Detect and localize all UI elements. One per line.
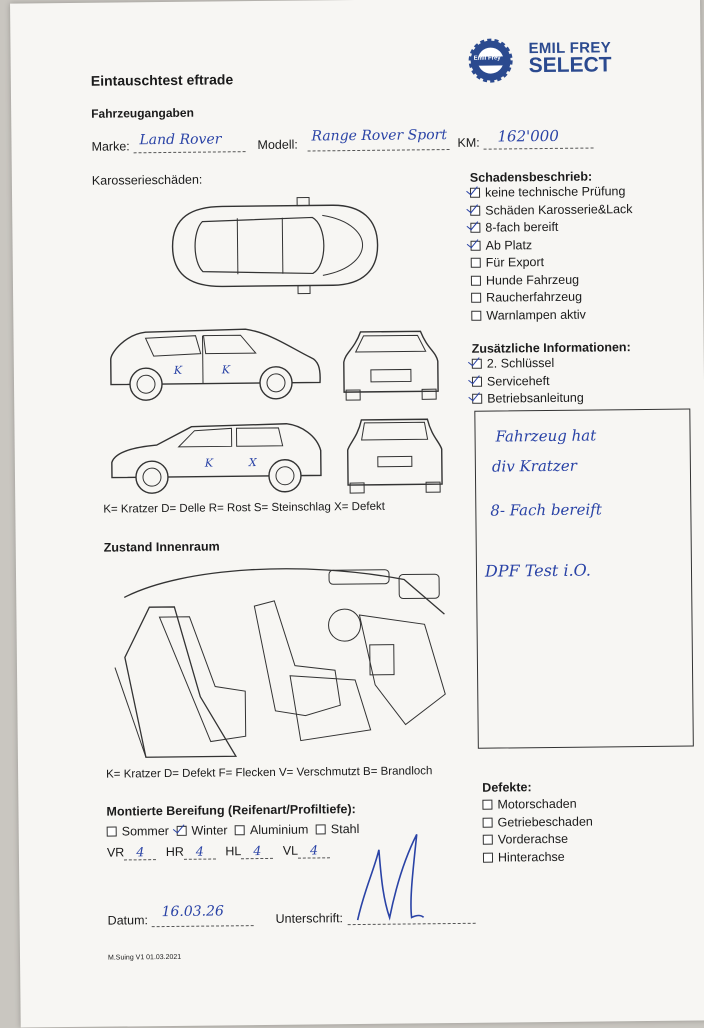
tire-type-option[interactable]: Sommer bbox=[107, 824, 169, 839]
list-item[interactable]: Vorderachse bbox=[483, 831, 593, 850]
date-value: 16.03.26 bbox=[161, 903, 224, 921]
checkbox-icon[interactable] bbox=[471, 258, 481, 268]
interior-legend: K= Kratzer D= Defekt F= Flecken V= Verschmutzt B= Brandloch bbox=[106, 765, 433, 781]
checkbox-icon[interactable] bbox=[483, 817, 493, 827]
logo-brand: EMIL FREY bbox=[528, 39, 612, 58]
car-side-right-diagram bbox=[106, 415, 327, 497]
car-interior-diagram bbox=[104, 554, 454, 763]
note-line-3: 8- Fach bereift bbox=[490, 500, 602, 520]
note-line-1: Fahrzeug hat bbox=[495, 426, 597, 446]
car-rear-view-diagram bbox=[339, 414, 450, 495]
checkbox-icon[interactable] bbox=[483, 835, 493, 845]
marke-value: Land Rover bbox=[139, 131, 222, 149]
damage-mark-k2: K bbox=[221, 363, 231, 377]
page-title: Eintauschtest eftrade bbox=[90, 71, 234, 89]
car-front-view-diagram bbox=[335, 321, 446, 402]
km-label: KM: bbox=[457, 135, 480, 150]
tire-type-option[interactable]: Stahl bbox=[316, 822, 360, 836]
list-item[interactable]: Hinterachse bbox=[483, 848, 593, 867]
modell-label: Modell: bbox=[257, 137, 298, 153]
checkbox-icon[interactable] bbox=[472, 376, 482, 386]
date-label: Datum: bbox=[107, 913, 148, 928]
list-item[interactable]: 2. Schlüssel bbox=[472, 355, 584, 374]
list-item[interactable]: Getriebeschaden bbox=[483, 813, 593, 832]
car-side-left-diagram bbox=[105, 322, 326, 404]
checkbox-icon[interactable] bbox=[471, 293, 481, 303]
depth-field-hl[interactable]: 4 bbox=[241, 843, 273, 859]
document-page bbox=[10, 0, 704, 1028]
interior-label: Zustand Innenraum bbox=[103, 539, 220, 555]
logo-badge-text: Emil Frey bbox=[473, 55, 501, 62]
list-item[interactable]: Betriebsanleitung bbox=[472, 390, 584, 409]
checkbox-icon[interactable] bbox=[470, 188, 480, 198]
modell-value: Range Rover Sport bbox=[311, 127, 448, 145]
checkbox-icon[interactable] bbox=[483, 852, 493, 862]
form-version: M.Suing V1 01.03.2021 bbox=[107, 953, 182, 962]
tire-type-option[interactable]: Aluminium bbox=[235, 823, 309, 838]
tires-label: Montierte Bereifung (Reifenart/Profiltiefe): bbox=[106, 802, 356, 819]
car-top-view-diagram bbox=[162, 195, 383, 297]
list-item[interactable]: Motorschaden bbox=[482, 796, 592, 815]
list-item[interactable]: Ab Platz bbox=[470, 236, 632, 255]
depth-label-hl: HL bbox=[225, 844, 242, 859]
checkbox-icon[interactable] bbox=[472, 394, 482, 404]
note-line-4: DPF Test i.O. bbox=[484, 560, 591, 581]
checkbox-icon[interactable] bbox=[316, 824, 326, 834]
additional-info-list bbox=[472, 355, 584, 409]
damage-mark-x: X bbox=[248, 456, 257, 470]
checkbox-icon[interactable] bbox=[470, 223, 480, 233]
checkbox-icon[interactable] bbox=[107, 827, 117, 837]
list-item[interactable]: Für Export bbox=[471, 253, 633, 272]
list-item[interactable]: Schäden Karosserie&Lack bbox=[470, 201, 632, 220]
date-field[interactable] bbox=[152, 903, 254, 927]
depth-label-vl: VL bbox=[282, 843, 299, 858]
damage-description-list bbox=[470, 183, 634, 325]
list-item[interactable]: keine technische Prüfung bbox=[470, 183, 632, 202]
depth-field-hr[interactable]: 4 bbox=[184, 844, 216, 860]
vehicle-section-label: Fahrzeugangaben bbox=[91, 105, 194, 121]
list-item[interactable]: 8-fach bereift bbox=[470, 218, 632, 237]
list-item[interactable]: Raucherfahrzeug bbox=[471, 288, 633, 307]
signature-label: Unterschrift: bbox=[275, 911, 344, 926]
logo-sub: SELECT bbox=[528, 53, 612, 78]
emil-frey-logo bbox=[468, 37, 619, 88]
checkbox-icon[interactable] bbox=[472, 359, 482, 369]
list-item[interactable]: Hunde Fahrzeug bbox=[471, 271, 633, 290]
notes-box[interactable] bbox=[474, 409, 694, 749]
damage-description-label: Schadensbeschrieb: bbox=[469, 169, 593, 185]
list-item[interactable]: Serviceheft bbox=[472, 372, 584, 391]
depth-field-vl[interactable]: 4 bbox=[298, 842, 330, 858]
modell-field[interactable] bbox=[307, 127, 449, 151]
km-field[interactable] bbox=[483, 126, 593, 150]
checkbox-icon[interactable] bbox=[235, 825, 245, 835]
checkbox-icon[interactable] bbox=[471, 240, 481, 250]
signature-field[interactable] bbox=[348, 907, 476, 925]
body-damage-legend: K= Kratzer D= Delle R= Rost S= Steinschlag X= Defekt bbox=[103, 500, 385, 516]
marke-field[interactable] bbox=[133, 131, 245, 153]
additional-info-label: Zusätzliche Informationen: bbox=[471, 340, 631, 356]
body-damage-label: Karosserieschäden: bbox=[91, 172, 203, 188]
tire-depth-row bbox=[107, 842, 330, 860]
km-value: 162'000 bbox=[497, 126, 559, 146]
damage-mark-k3: K bbox=[204, 456, 214, 470]
depth-field-vr[interactable]: 4 bbox=[124, 844, 156, 860]
checkbox-icon[interactable] bbox=[482, 800, 492, 810]
marke-label: Marke: bbox=[91, 139, 130, 154]
list-item[interactable]: Warnlampen aktiv bbox=[471, 306, 633, 325]
checkbox-icon[interactable] bbox=[176, 826, 186, 836]
checkbox-icon[interactable] bbox=[471, 310, 481, 320]
tire-type-option[interactable]: Winter bbox=[176, 823, 227, 838]
tire-type-row bbox=[107, 822, 360, 839]
checkbox-icon[interactable] bbox=[471, 275, 481, 285]
defects-list bbox=[482, 796, 593, 867]
checkbox-icon[interactable] bbox=[470, 205, 480, 215]
note-line-2: div Kratzer bbox=[491, 456, 577, 476]
depth-label-hr: HR bbox=[165, 844, 184, 860]
defects-label: Defekte: bbox=[482, 780, 532, 795]
depth-label-vr: VR bbox=[106, 845, 125, 860]
damage-mark-k1: K bbox=[173, 363, 183, 377]
